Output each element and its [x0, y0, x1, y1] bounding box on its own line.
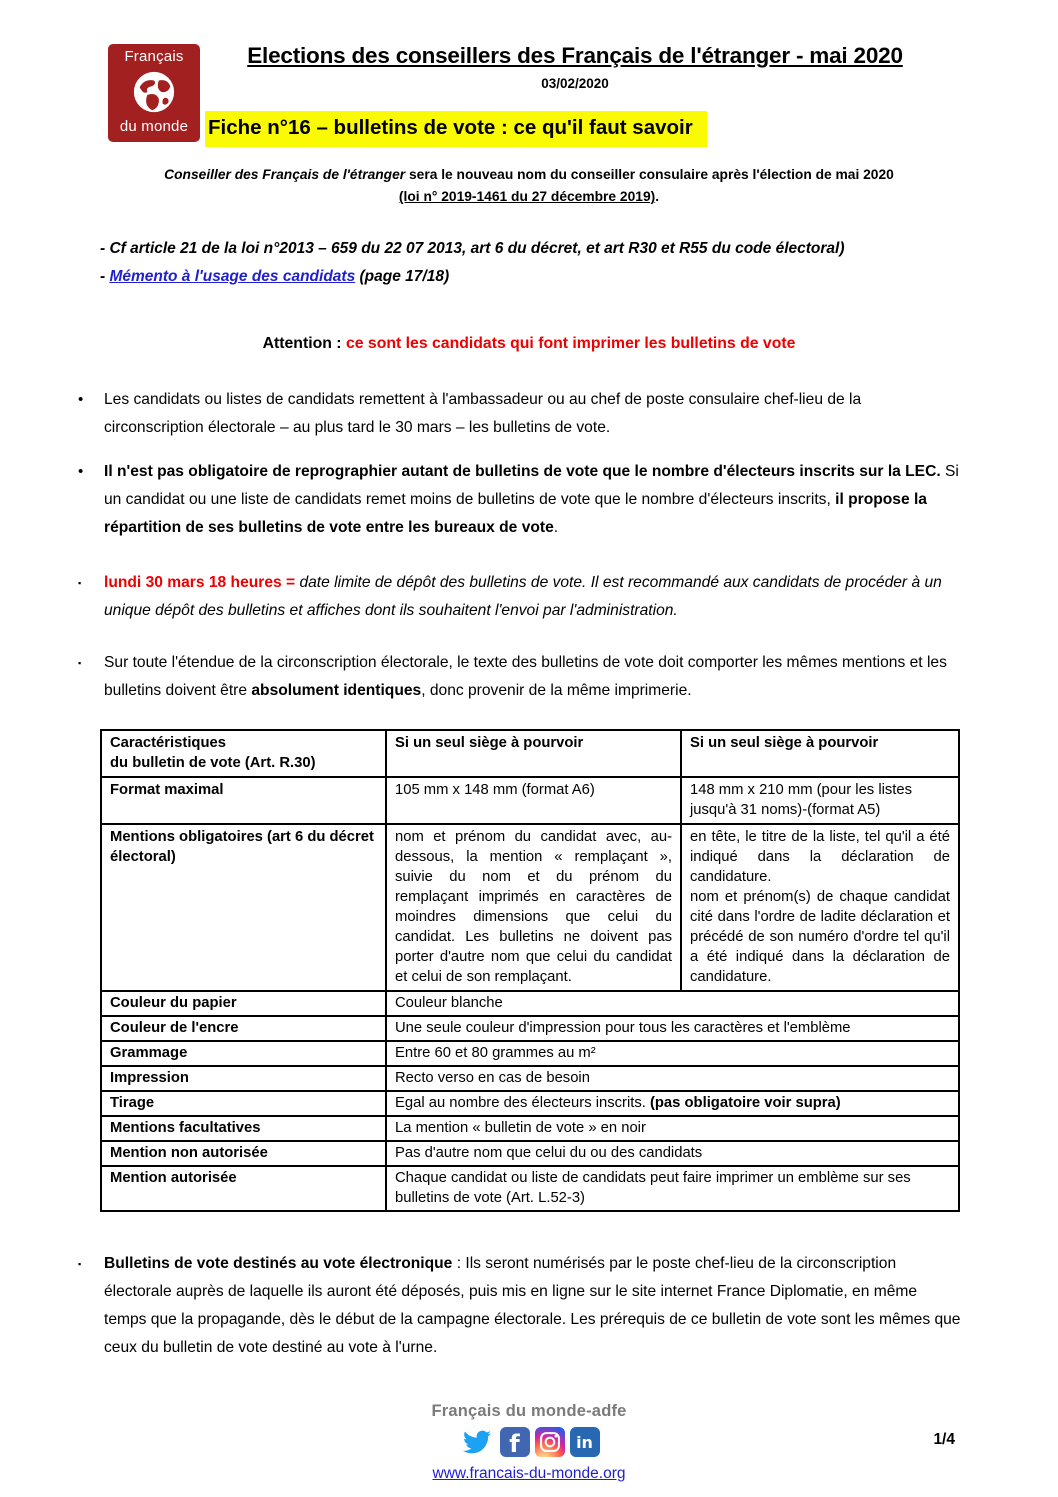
mentions-list-p1: en tête, le titre de la liste, tel qu'il a été indiqué dans la déclaration de candidature.	[690, 829, 950, 885]
row-label: Impression	[101, 1066, 386, 1091]
header-cell-single-seat: Si un seul siège à pourvoir	[386, 730, 681, 777]
tirage-value-bold: (pas obligatoire voir supra)	[649, 1095, 841, 1111]
row-label-format: Format maximal	[101, 777, 386, 824]
attention-banner	[0, 335, 1058, 353]
facebook-f-glyph: f	[509, 1429, 520, 1458]
table-row	[101, 1066, 959, 1091]
row-label-mentions: Mentions obligatoires (art 6 du décret électoral)	[101, 824, 386, 991]
electronic-vote-detail: : Ils seront numérisés par le poste chef-lieu de la circonscription électorale auprès de laquelle ils auront été déposés, puis mis en ligne sur le site internet France Diplomatie, en même temps que la propagande, dès le début de la campagne électorale. Les prérequis de ce bulletin de vote sont les mêmes que ceux du bulletin de vote destiné au vote à l'urne.	[104, 1255, 961, 1356]
fiche-title-highlighted: Fiche n°16 – bulletins de vote : ce qu'il faut savoir	[205, 111, 707, 147]
row-value: Entre 60 et 80 grammes au m²	[386, 1041, 959, 1066]
bullet-4-bold: absolument identiques	[251, 682, 422, 699]
footer-brand: Français du monde-adfe	[431, 1402, 627, 1420]
memento-link[interactable]: Mémento à l'usage des candidats	[109, 268, 356, 285]
row-value: La mention « bulletin de vote » en noir	[386, 1116, 959, 1141]
bullet-2-period: .	[553, 519, 559, 536]
header	[205, 0, 945, 147]
bullet-2-text	[104, 458, 963, 542]
bullet-5-text	[104, 1250, 963, 1362]
tirage-value: Egal au nombre des électeurs inscrits.	[395, 1095, 650, 1111]
electronic-vote-bold-lead: Bulletins de vote destinés au vote électronique	[104, 1255, 453, 1272]
list-item	[78, 386, 963, 442]
bullet-marker: ▪	[78, 578, 82, 588]
table-row	[101, 824, 959, 991]
list-item	[78, 458, 963, 542]
attention-message: ce sont les candidats qui font imprimer les bulletins de vote	[345, 335, 796, 352]
row-label: Mentions facultatives	[101, 1116, 386, 1141]
table-row	[101, 1116, 959, 1141]
bullet-2-bold-lead: Il n'est pas obligatoire de reprographier autant de bulletins de vote que le nombre d'électeurs inscrits sur la LEC.	[104, 463, 941, 480]
law-reference-period: .	[655, 189, 660, 204]
bullet-4-end: , donc provenir de la même imprimerie.	[421, 682, 692, 699]
intro-note	[0, 164, 1058, 208]
linkedin-icon[interactable]	[570, 1427, 600, 1457]
list-item	[78, 569, 963, 625]
globe-icon	[131, 69, 177, 115]
bullet-3-text	[104, 569, 963, 625]
linkedin-in-glyph: in	[576, 1432, 593, 1452]
bullet-marker: ▪	[78, 1259, 82, 1269]
deadline-date-red: lundi 30 mars 18 heures =	[104, 574, 300, 591]
row-label: Tirage	[101, 1091, 386, 1116]
row-value: Couleur blanche	[386, 991, 959, 1016]
list-item	[78, 1250, 963, 1362]
table-row	[101, 1091, 959, 1116]
bullet-4-text	[104, 649, 963, 705]
bullet-marker: ▪	[78, 658, 82, 668]
memento-dash: -	[100, 268, 110, 285]
ballot-characteristics-table	[100, 729, 960, 1212]
attention-label: Attention :	[262, 335, 346, 352]
instagram-icon[interactable]	[535, 1427, 565, 1457]
memento-line	[100, 263, 968, 291]
table-header-row	[101, 730, 959, 777]
bullet-list-secondary	[78, 569, 963, 705]
row-value: Recto verso en cas de besoin	[386, 1066, 959, 1091]
mentions-single-value: nom et prénom du candidat avec, au-dessous, la mention « remplaçant », suivie du nom et du prénom du remplaçant imprimés en caractères de moindres dimensions que celui du candidat. Les bulletins ne doivent pas porter d'autre nom que celui du candidat et celui de son remplaçant.	[386, 824, 681, 991]
deadline-detail-italic: date limite de dépôt des bulletins de vote. Il est recommandé aux candidats de procéder à un unique dépôt des bulletins et affiches dont ils souhaitent l'envoi par l'administration.	[104, 574, 942, 619]
intro-italic-term: Conseiller des Français de l'étranger	[164, 167, 406, 182]
document-date: 03/02/2020	[541, 76, 609, 91]
mentions-list-value	[681, 824, 959, 991]
row-value: Une seule couleur d'impression pour tous les caractères et l'emblème	[386, 1016, 959, 1041]
row-label: Couleur de l'encre	[101, 1016, 386, 1041]
table-row	[101, 1016, 959, 1041]
bullet-marker: •	[78, 463, 84, 480]
header-cell-list-seat: Si un seul siège à pourvoir	[681, 730, 959, 777]
logo-text-top: Français	[124, 48, 184, 65]
row-label: Mention non autorisée	[101, 1141, 386, 1166]
row-value: Pas d'autre nom que celui du ou des candidats	[386, 1141, 959, 1166]
facebook-icon[interactable]	[500, 1427, 530, 1457]
bullet-list-electronic	[78, 1250, 963, 1362]
mentions-list-p2: nom et prénom(s) de chaque candidat cité dans l'ordre de ladite déclaration et précédé de son numéro d'ordre tel qu'il a été indiqué dans la déclaration de candidature.	[690, 889, 950, 985]
bullet-marker: •	[78, 391, 84, 408]
page-number: 1/4	[933, 1431, 955, 1448]
format-list-value: 148 mm x 210 mm (pour les listes jusqu'à 31 noms)-(format A5)	[681, 777, 959, 824]
memento-page-ref: (page 17/18)	[355, 268, 450, 285]
legal-reference-line: - Cf article 21 de la loi n°2013 – 659 du 22 07 2013, art 6 du décret, et art R30 et R55 du code électoral)	[100, 240, 845, 257]
intro-rest: sera le nouveau nom du conseiller consulaire après l'élection de mai 2020	[405, 167, 894, 182]
table-row	[101, 777, 959, 824]
twitter-icon[interactable]	[459, 1427, 495, 1457]
format-single-value: 105 mm x 148 mm (format A6)	[386, 777, 681, 824]
legal-references	[100, 235, 968, 291]
bullet-list-primary	[78, 386, 963, 542]
logo-text-bottom: du monde	[119, 118, 189, 135]
table-row	[101, 1141, 959, 1166]
table-row	[101, 991, 959, 1016]
bullet-2-bold-tail: il propose la répartition de ses bulletins de vote entre les bureaux de vote	[104, 491, 927, 536]
page-title: Elections des conseillers des Français de l'étranger - mai 2020	[247, 43, 903, 68]
table-row	[101, 1041, 959, 1066]
row-label: Grammage	[101, 1041, 386, 1066]
brand-logo	[108, 44, 200, 142]
bullet-4-start: Sur toute l'étendue de la circonscription électorale, le texte des bulletins de vote doit comporter les mêmes mentions et les bulletins doivent être	[104, 654, 947, 699]
website-link[interactable]: www.francais-du-monde.org	[432, 1465, 626, 1482]
footer	[0, 1402, 1058, 1483]
row-value	[386, 1091, 959, 1116]
list-item	[78, 649, 963, 705]
header-cell-characteristics: Caractéristiques du bulletin de vote (Art. R.30)	[101, 730, 386, 777]
law-reference: (loi n° 2019-1461 du 27 décembre 2019)	[398, 189, 656, 204]
row-value: Chaque candidat ou liste de candidats peut faire imprimer un emblème sur ses bulletins de vote (Art. L.52-3)	[386, 1166, 959, 1211]
social-icons-row	[0, 1426, 1058, 1458]
row-label: Mention autorisée	[101, 1166, 386, 1211]
bullet-2-middle: Si un candidat ou une liste de candidats remet moins de bulletins de vote que le nombre d'électeurs inscrits,	[104, 463, 959, 508]
bullet-1-text: Les candidats ou listes de candidats remettent à l'ambassadeur ou au chef de poste consulaire chef-lieu de la circonscription électorale – au plus tard le 30 mars – les bulletins de vote.	[104, 391, 862, 436]
table-row	[101, 1166, 959, 1211]
row-label: Couleur du papier	[101, 991, 386, 1016]
